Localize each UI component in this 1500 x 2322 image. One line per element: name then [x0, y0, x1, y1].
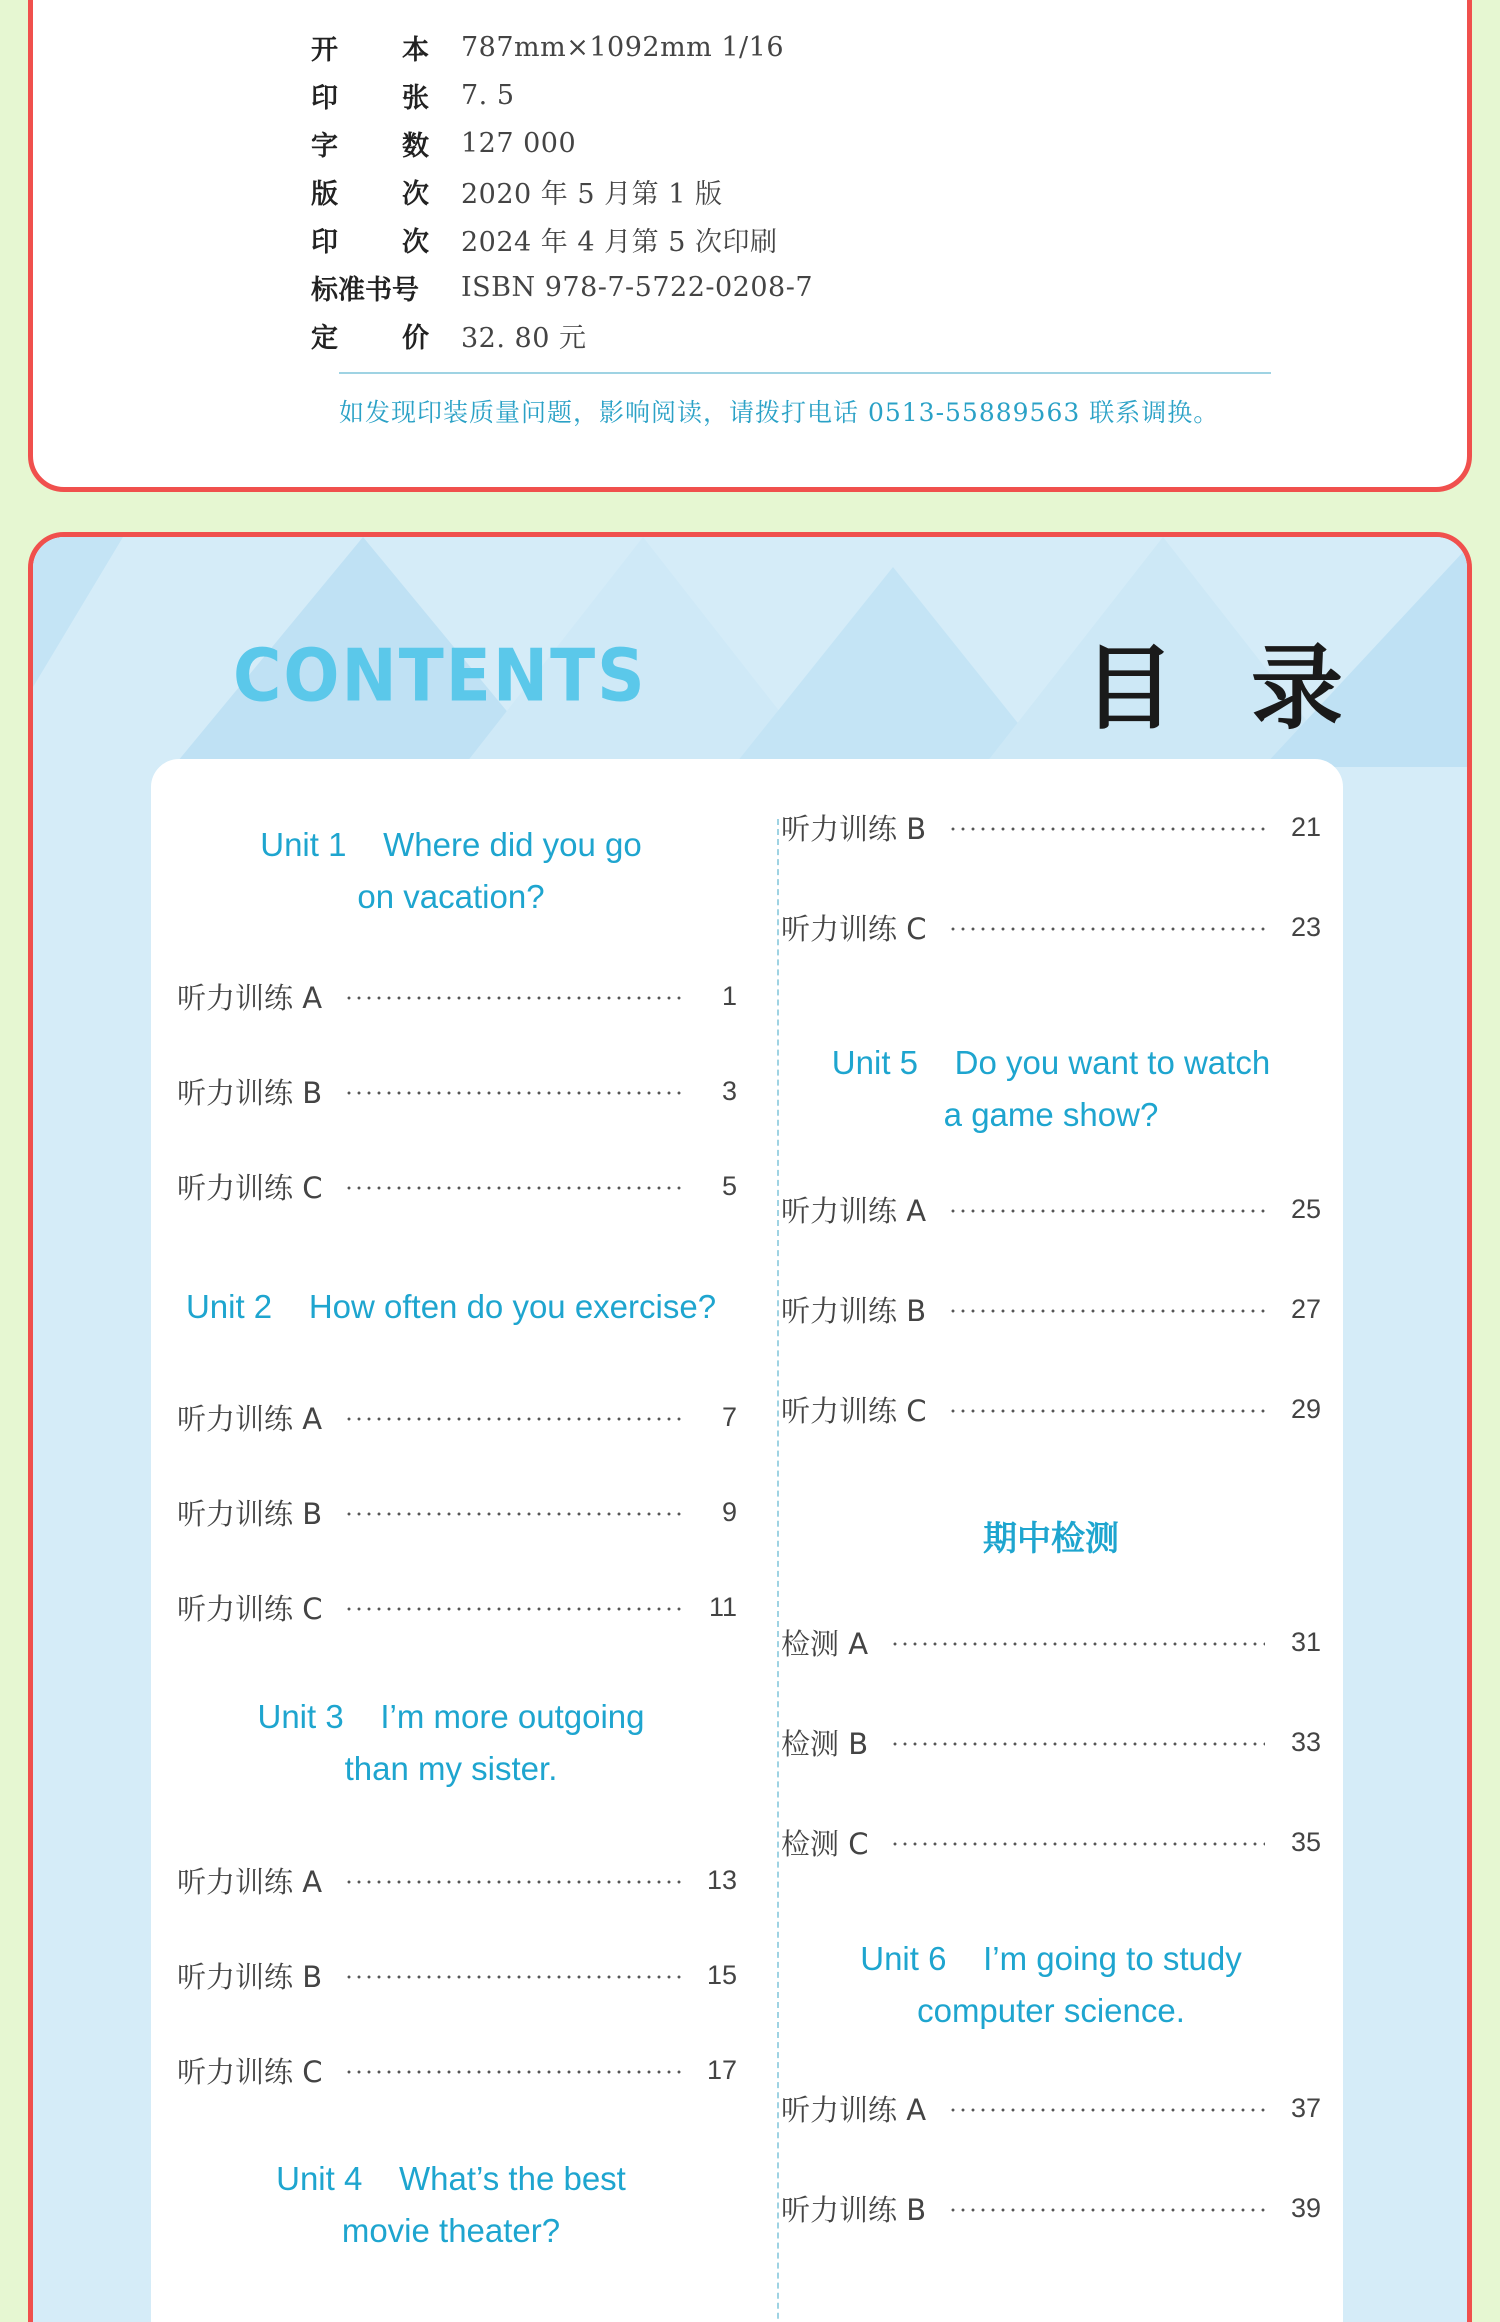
entry-label: 检测 A: [781, 1626, 869, 1661]
toc-entry[interactable]: [177, 1071, 737, 1111]
toc-entry[interactable]: [177, 1860, 737, 1900]
entry-label: 听力训练 B: [177, 1496, 323, 1531]
entry-page: 9: [721, 1496, 737, 1527]
toc-entry[interactable]: [781, 807, 1321, 847]
unit-heading: Unit 1 Where did you go on vacation?: [260, 826, 642, 915]
pub-value: 7. 5: [461, 79, 515, 111]
toc-entry[interactable]: [177, 976, 737, 1016]
entry-page: 13: [706, 1864, 737, 1895]
pub-label: 印 次: [311, 226, 429, 258]
entry-page: 21: [1290, 811, 1321, 842]
entry-page: 3: [721, 1075, 737, 1106]
dot-leader: [948, 1309, 1265, 1313]
entry-page: 31: [1290, 1626, 1321, 1657]
dot-leader: [344, 1417, 681, 1421]
entry-label: 听力训练 B: [781, 2192, 927, 2227]
entry-label: 听力训练 C: [177, 2054, 323, 2089]
dot-leader: [948, 2108, 1265, 2112]
dot-leader: [344, 1880, 681, 1884]
toc-entry[interactable]: [177, 2050, 737, 2090]
entry-label: 听力训练 C: [177, 1170, 323, 1205]
entry-page: 23: [1290, 911, 1321, 942]
entry-page: 7: [721, 1401, 737, 1432]
pub-label: 版 次: [311, 178, 429, 210]
midterm-heading: 期中检测: [983, 1519, 1119, 1559]
toc-entry[interactable]: [781, 1622, 1321, 1662]
pub-label: 定 价: [311, 322, 429, 354]
entry-page: 27: [1290, 1293, 1321, 1324]
pub-value: 787mm×1092mm 1/16: [461, 31, 784, 63]
entry-page: 37: [1290, 2092, 1321, 2123]
pub-label: 印 张: [311, 82, 429, 114]
quality-notice: 如发现印装质量问题，影响阅读，请拨打电话 0513-55889563 联系调换。: [339, 398, 1220, 427]
entry-label: 听力训练 A: [177, 1864, 323, 1899]
toc-entry[interactable]: [781, 1389, 1321, 1429]
pub-label: 字 数: [311, 130, 429, 162]
dot-leader: [948, 2208, 1265, 2212]
copyright-card: [28, 0, 1472, 492]
toc-entry[interactable]: [781, 1189, 1321, 1229]
entry-page: 33: [1290, 1726, 1321, 1757]
entry-label: 听力训练 B: [177, 1075, 323, 1110]
dot-leader: [890, 1842, 1265, 1846]
unit-heading: Unit 4 What’s the best movie theater?: [276, 2160, 626, 2249]
dot-leader: [344, 996, 681, 1000]
dot-leader: [344, 1975, 681, 1979]
pub-value: ISBN 978-7-5722-0208-7: [461, 271, 814, 303]
dot-leader: [890, 1642, 1265, 1646]
dot-leader: [344, 2070, 681, 2074]
entry-label: 听力训练 B: [781, 1293, 927, 1328]
entry-page: 39: [1290, 2192, 1321, 2223]
dot-leader: [344, 1512, 681, 1516]
column-divider: [777, 819, 779, 2322]
entry-page: 29: [1290, 1393, 1321, 1424]
pub-label: 开 本: [311, 34, 429, 66]
pub-row-format: [311, 27, 784, 67]
pub-row-isbn: [311, 267, 813, 307]
toc-entry[interactable]: [781, 907, 1321, 947]
unit-heading: Unit 3 I’m more outgoing than my sister.: [257, 1698, 645, 1787]
toc-entry[interactable]: [177, 1397, 737, 1437]
dot-leader: [890, 1742, 1265, 1746]
entry-page: 17: [706, 2054, 737, 2085]
entry-page: 25: [1290, 1193, 1321, 1224]
entry-page: 5: [721, 1170, 737, 1201]
contents-card: [28, 532, 1472, 2322]
entry-page: 35: [1290, 1826, 1321, 1857]
toc-entry[interactable]: [177, 1166, 737, 1206]
entry-label: 听力训练 A: [177, 1401, 323, 1436]
pub-row-edition: [311, 171, 722, 211]
toc-panel: [151, 759, 1343, 2322]
toc-entry[interactable]: [781, 1822, 1321, 1862]
dot-leader: [948, 1209, 1265, 1213]
pub-row-price: [311, 315, 586, 355]
entry-label: 听力训练 A: [177, 980, 323, 1015]
entry-page: 15: [706, 1959, 737, 1990]
entry-label: 听力训练 A: [781, 2092, 927, 2127]
toc-entry[interactable]: [177, 1492, 737, 1532]
unit-heading: Unit 6 I’m going to study computer science.: [860, 1940, 1242, 2029]
pub-value: 2024 年 4 月第 5 次印刷: [461, 226, 778, 258]
pub-row-printing: [311, 219, 777, 259]
unit-heading: Unit 2 How often do you exercise?: [185, 1288, 717, 1325]
entry-label: 听力训练 C: [781, 1393, 927, 1428]
toc-entry[interactable]: [781, 2088, 1321, 2128]
pub-value: 127 000: [461, 127, 577, 159]
entry-label: 听力训练 C: [781, 911, 927, 946]
toc-entry[interactable]: [781, 2188, 1321, 2228]
dot-leader: [344, 1186, 681, 1190]
entry-label: 听力训练 C: [177, 1591, 323, 1626]
unit-heading: Unit 5 Do you want to watch a game show?: [831, 1044, 1271, 1133]
entry-label: 听力训练 A: [781, 1193, 927, 1228]
dot-leader: [948, 927, 1265, 931]
entry-label: 检测 B: [781, 1726, 869, 1761]
entry-page: 11: [708, 1591, 737, 1622]
contents-title-en: CONTENTS: [233, 633, 647, 718]
entry-page: 1: [721, 980, 737, 1011]
dot-leader: [344, 1607, 681, 1611]
contents-title-cn: 目 录: [1083, 635, 1366, 742]
toc-entry[interactable]: [177, 1955, 737, 1995]
toc-entry[interactable]: [781, 1289, 1321, 1329]
pub-value: 32. 80 元: [461, 322, 587, 354]
dot-leader: [948, 1409, 1265, 1413]
pub-row-wordcount: [311, 123, 576, 163]
divider-rule: [339, 372, 1271, 374]
toc-entry[interactable]: [781, 1722, 1321, 1762]
entry-label: 检测 C: [781, 1826, 869, 1861]
pub-value: 2020 年 5 月第 1 版: [461, 178, 723, 210]
pub-row-sheets: [311, 75, 515, 115]
dot-leader: [344, 1091, 681, 1095]
dot-leader: [948, 827, 1265, 831]
entry-label: 听力训练 B: [177, 1959, 323, 1994]
entry-label: 听力训练 B: [781, 811, 927, 846]
toc-entry[interactable]: [177, 1587, 737, 1627]
pub-label: 标准书号: [311, 274, 419, 306]
